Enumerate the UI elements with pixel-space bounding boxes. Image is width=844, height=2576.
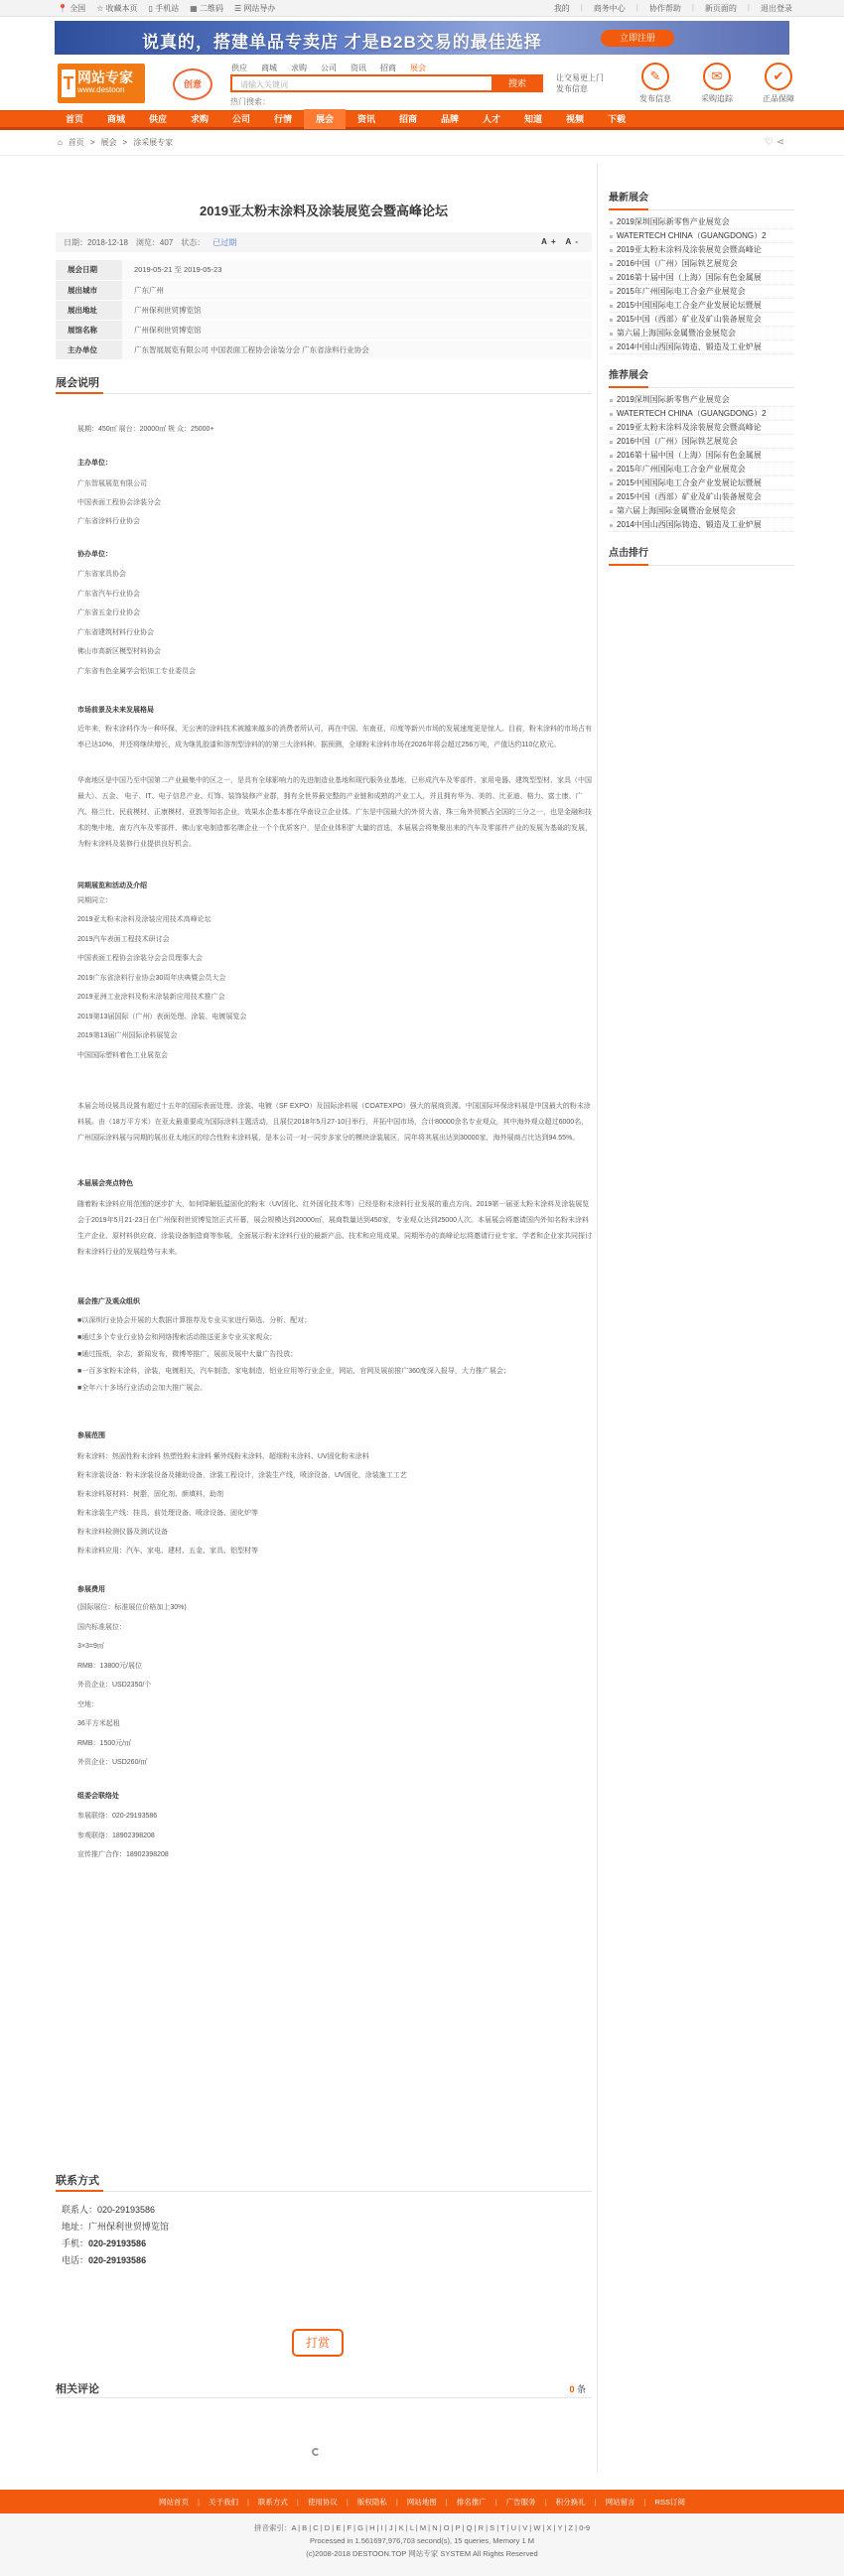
site-logo[interactable] <box>58 64 145 103</box>
sidebar-heading-latest: 最新展会 <box>609 189 794 210</box>
banner-text: 说真的，搭建单品专卖店 才是B2B交易的最佳选择 <box>142 33 542 52</box>
search-tab-supply[interactable]: 供应 <box>231 64 247 72</box>
table-row: 展会日期 2019-05-21 至 2019-05-23 <box>56 260 592 280</box>
guarantee-button[interactable]: ✔ 正品保障 <box>759 63 798 104</box>
latest-expo-list <box>609 215 794 354</box>
mobile-link[interactable]: ▯ 手机站 <box>148 3 180 13</box>
nav-jobs[interactable]: 人才 <box>482 114 500 124</box>
qrcode-link[interactable]: ▦ 二维码 <box>190 3 223 13</box>
list-item[interactable]: 第六届上海国际金属暨冶金展览会 <box>609 327 794 340</box>
search-input[interactable] <box>230 74 493 92</box>
contact-phone: 电话：020-29193586 <box>62 2255 147 2265</box>
register-button[interactable]: 立即注册 <box>601 30 674 47</box>
search-placeholder: 请输入关键词 <box>240 80 288 89</box>
nav-company[interactable]: 公司 <box>231 114 250 124</box>
list-item[interactable]: 2015中国（西部）矿业及矿山装备展览会 <box>609 313 794 327</box>
footer-link[interactable]: 联系方式 <box>257 2497 288 2507</box>
activities-heading: 同期展览和活动及介绍 <box>77 881 147 889</box>
breadcrumb-category[interactable]: 涂采展专家 <box>133 138 174 147</box>
sponsor-heading: 主办单位： <box>77 460 112 467</box>
co-organizer-heading: 协办单位： <box>77 550 112 558</box>
top-bar <box>0 0 844 17</box>
mail-icon: ✉ <box>703 63 731 90</box>
article-date: 日期：2018-12-18 <box>64 237 128 247</box>
footer-links: 网站首页 | 关于我们 | 联系方式 | 使用协议 | 版权隐私 | 网站地图 | 排名推广 | 广告服务 | 积分换礼 | 网站留言 | RSS订阅 <box>0 2490 844 2513</box>
search-tab-mall[interactable]: 商城 <box>261 64 277 72</box>
article-meta <box>56 232 592 252</box>
header-icons <box>635 63 798 104</box>
nav-brand[interactable]: 品牌 <box>440 114 459 124</box>
list-item[interactable]: 2016中国（广州）国际铁艺展览会 <box>609 257 794 271</box>
font-size-toggle[interactable]: A+ A- <box>541 237 582 246</box>
footer-link[interactable]: 广告服务 <box>505 2497 536 2507</box>
section-heading-description: 展会说明 <box>56 374 592 394</box>
list-item[interactable]: 2014中国山西国际铸造、锻造及工业炉展 <box>609 340 794 354</box>
nav-news[interactable]: 资讯 <box>356 114 375 124</box>
scale-text: 展期：450㎡ 展台：20000㎡ 规 众：25000+ <box>77 425 214 433</box>
search-tab-invest[interactable]: 招商 <box>380 64 396 72</box>
letter-index[interactable]: 拼音索引：A | B | C | D | E | F | G | H | I | J | K | L | M | N | O | P | Q | R | S | T | U | V | W | X | Y | Z | 0-9 <box>253 2523 591 2532</box>
list-item[interactable]: 2019深圳国际新零售产业展览会 <box>609 215 794 229</box>
logo-subtitle: www.destoon <box>77 85 125 94</box>
list-item[interactable]: 2015中国（西部）矿业及矿山装备展览会 <box>609 490 794 504</box>
list-item[interactable]: 2019亚太粉末涂料及涂装展览会暨高峰论 <box>609 421 794 435</box>
search-tab-buy[interactable]: 求购 <box>291 64 307 72</box>
breadcrumb-expo[interactable]: 展会 <box>100 138 117 147</box>
list-item[interactable]: 2019亚太粉末涂料及涂装展览会暨高峰论 <box>609 243 794 257</box>
region-link[interactable]: 📍 全国 <box>58 3 86 13</box>
table-row: 展出地址 广州保利世贸博览馆 <box>56 300 592 320</box>
list-item[interactable]: WATERTECH CHINA（GUANGDONG）2 <box>609 407 794 421</box>
processed-info: Processed in 1.561697,976,703 second(s), 15 queries, Memory 1 M <box>310 2536 534 2545</box>
search-tab-company[interactable]: 公司 <box>321 64 337 72</box>
reward-button[interactable]: 打赏 <box>292 2329 344 2357</box>
footer-link[interactable]: 使用协议 <box>307 2497 338 2507</box>
nav-download[interactable]: 下载 <box>607 114 626 124</box>
list-item[interactable]: 2015年广州国际电工合金产业展览会 <box>609 285 794 299</box>
list-item[interactable]: WATERTECH CHINA（GUANGDONG）2 <box>609 229 794 243</box>
nav-buy[interactable]: 求购 <box>190 114 209 124</box>
footer-link[interactable]: 排名推广 <box>456 2497 487 2507</box>
logo-title: 网站专家 <box>77 69 133 85</box>
footer-link[interactable]: 关于我们 <box>208 2497 238 2507</box>
nav-invest[interactable]: 招商 <box>398 114 417 124</box>
recommended-expo-list <box>609 393 794 532</box>
business-center-link[interactable]: 商务中心 <box>593 3 626 13</box>
main-content <box>56 174 592 1865</box>
article-views: 浏览：407 <box>135 237 174 247</box>
market-paragraph-2: 华南地区是中国乃至中国第二产业最集中的区之一，是具有全球影响力的先进制造业基地和现代服务业基地，已形成汽车及零部件、家用电器、建筑型型材、家具（中国最大）、五金、 电子、IT、电子信息产业、灯饰、装饰装修产业群，拥有全世界最完整的产业链和成熟的产业工人，并且拥有华为、美的、比亚迪、格力、富士康、广汽、格兰仕、民前模材、正康模材、亚敦等知名企业，效果水企基本都在华南设立企业体。广东是中国最大的外贸大省，珠三角外贸额占全国的三分之一，也是金融和技术的集中地，南方汽车及零部件、佛山家电制造都名牌企业一个个优质客户，是企业体积扩大量的首选，本届展会将集聚出来的汽车及零部件产业的发展为基础的发展，为粉末涂料及装修行业提供良好机会。 <box>77 776 592 848</box>
contact-person: 联系人：020-29193586 <box>62 2205 156 2215</box>
list-item[interactable]: 2016第十届中国（上海）国际有色金属展 <box>609 449 794 463</box>
list-item[interactable]: 2016第十届中国（上海）国际有色金属展 <box>609 271 794 285</box>
scope-heading: 参展范围 <box>77 1432 105 1439</box>
loading-spinner-icon <box>312 2448 320 2456</box>
list-item[interactable]: 2016中国（广州）国际铁艺展览会 <box>609 435 794 449</box>
breadcrumb: ⌂ 首页 > 展会 > 涂采展专家 ♡ ⋖ <box>0 130 844 156</box>
table-row: 主办单位 广东智展展览有限公司 中国表面工程协会涂装分会 广东省涂料行业协会 <box>56 339 592 359</box>
copyright: (c)2008-2018 DESTOON.TOP 网站专家 SYSTEM All Rights Reserved <box>306 2549 538 2558</box>
top-bar-left <box>58 3 275 14</box>
top-banner-ad[interactable] <box>55 21 789 55</box>
favorite-share-icon[interactable]: ♡ ⋖ <box>764 137 784 148</box>
footer-link[interactable]: 网站首页 <box>159 2497 190 2507</box>
nav-video[interactable]: 视频 <box>565 114 584 124</box>
footer-link[interactable]: 网站留言 <box>605 2497 635 2507</box>
table-row: 展出城市 广东广州 <box>56 280 592 300</box>
expo-info-table <box>56 260 592 360</box>
logout-link[interactable]: 退出登录 <box>761 3 792 13</box>
search-tabs <box>231 63 426 73</box>
nav-expo[interactable]: 展会 <box>304 109 346 129</box>
table-row: 展馆名称 广州保利世贸博览馆 <box>56 320 592 339</box>
nav-know[interactable]: 知道 <box>523 114 542 124</box>
nav-home[interactable]: 首页 <box>65 114 83 124</box>
bookmark-link[interactable]: ☆ 收藏本页 <box>96 3 138 13</box>
page-title: 2019亚太粉末涂料及涂装展览会暨高峰论坛 <box>200 203 448 218</box>
status-badge: 已过期 <box>212 237 237 247</box>
footer-link[interactable]: 版权隐私 <box>356 2497 387 2507</box>
pencil-icon: ✎ <box>641 63 669 90</box>
hot-searches: 热门搜索： <box>230 97 270 106</box>
list-item[interactable]: 2015年广州国际电工合金产业展览会 <box>609 463 794 476</box>
features-paragraph: 随着粉末涂料应用范围的逐步扩大，如何降解低温固化的粉末（UV固化、红外固化技术等）已经是粉末涂料行业发展的重点方向。2019第一届亚太粉末涂料及涂装展览会于2019年5月21-23日在广州保利世贸博览馆正式开幕，展会规模达到20000㎡，展商数量达到450家，专业观众达到25000人次。本届展会将邀请国内外知名粉末涂料生产企业、原材料供应商、涂装设备制造商等参展，全面展示粉末涂料行业的最新产品、技术和应用成果。同期举办的高峰论坛将邀请行业专家、学者和企业家共同探讨粉末涂料行业的发展趋势与未来。 <box>77 1200 592 1256</box>
publish-promo[interactable]: 让交易更上门 发布信息 <box>556 73 604 93</box>
home-icon: ⌂ <box>58 138 63 147</box>
search-button[interactable]: 搜索 <box>492 74 543 92</box>
market-heading: 市场前景及未来发展格局 <box>77 707 154 714</box>
footer-link[interactable]: RSS订阅 <box>654 2497 685 2507</box>
footer-link[interactable]: 网站地图 <box>406 2497 437 2507</box>
article-status: 状态： <box>181 237 206 247</box>
promotion-heading: 展会推广及观众组织 <box>77 1297 140 1305</box>
features-heading: 本届展会亮点特色 <box>77 1180 133 1187</box>
comments-heading: 相关评论 0 条 <box>56 2380 592 2398</box>
comment-count: 0 条 <box>569 2384 586 2394</box>
contact-details <box>56 2202 592 2269</box>
contact-address: 地址：广州保利世贸博览馆 <box>62 2222 170 2232</box>
logo-icon: T <box>62 69 75 97</box>
list-item[interactable]: 2019深圳国际新零售产业展览会 <box>609 393 794 407</box>
nav-mall[interactable]: 商城 <box>106 114 125 124</box>
search-tab-expo[interactable]: 展会 <box>410 64 426 72</box>
check-icon: ✔ <box>765 63 792 90</box>
list-item[interactable]: 2014中国山西国际铸造、锻造及工业炉展 <box>609 518 794 532</box>
site-guide-link[interactable]: ☰ 网站导办 <box>234 3 276 13</box>
sidebar-heading-recommended: 推荐展会 <box>609 366 794 388</box>
market-paragraph-1: 近年来，粉末涂料作为一种环保、无公害的涂料技术被越来越多的消费者所认可，再在中国、东南亚、印度等新兴市场的发展速度更是惊人。目前，粉末涂料的市场占有率已达10%，并还将继续增长，成为继乳胶漆和溶剂型涂料的的第三大涂料种。据预测，全球粉末涂料市场在2026年将会超过256万吨，产值达约110亿欧元。 <box>77 725 592 748</box>
sidebar <box>609 189 794 566</box>
list-item[interactable]: 第六届上海国际金属暨冶金展览会 <box>609 504 794 518</box>
article-body: 展期：450㎡ 展台：20000㎡ 规 众：25000+ 主办单位： 广东智展展览有限公司 中国表面工程协会涂装分会 广东省涂料行业协会 协办单位： 广东省家具协会 广东省汽车行业协会 广东省五金行业协会 广东省建筑材料行业协会 佛山市高新区模型材料协会 广东省有色金属学会铝加工专业委员会 市场前景及未来发展格局 近年来，粉末涂料作为一种环保、无公害的涂料技术被越来越多的消费者所认可，再在中国、东南亚、印度等新兴市场的发展速度更是惊人。目前，粉末涂料的市场占有率已达10%，并还将继续增长，成为继乳胶漆和溶剂型涂料的的第三大涂料种。据预测，全球粉末涂料市场在2026年将会超过256万吨，产值达约110亿欧元。 华南地区是中国乃至中国第二产业最集中的区之一，是具有全球影响力的先进制造业基地和现代服务业基地，已形成汽车及零部件、家用电器、建筑型型材、家具（中国最大）、五金、 电子、IT、电子信息产业、灯饰、装饰装修产业群，拥有全世界最完整的产业链和成熟的产业工人，并且拥有华为、美的、比亚迪、格力、富士康、广汽、格兰仕、民前模材、正康模材、亚敦等知名企业，效果水企基本都在华南设立企业体。广东是中国最大的外贸大省，珠三角外贸额占全国的三分之一，也是金融和技术的集中地，南方汽车及零部件、佛山家电制造都名牌企业一个个优质客户，是企业体积扩大量的首选，本届展会将集聚出来的汽车及零部件产业的发展为基础的发展，为粉末涂料及装修行业提供良好机会。 同期展览和活动及介绍 同期同立： 2019亚太粉末涂料及涂装应用技术高峰论坛 2019汽车表面工程技术研讨会 中国表面工程协会涂装分会会员理事大会 2019广东省涂料行业协会30周年庆典暨会员大会 2019亚洲工业涂料及粉末涂装新应用技术推广会 2019第13届国际（广州）表面处理、涂装、电镀展览会 2019第13届广州国际涂料展览会 中国国际塑料着色工业展览会 本届会场设展具设置有超过十五年的国际表面处理、涂装、电镀（SF EXPO）及国际涂料展（COATEXPO）强大的展商资源。中国国际环保涂料展是中国最大的粉末涂料展。由（18万平方米）在亚太最重要成为国际涂料主题活动，且展位2018年5月27-10日举行，开拓中国市场，合计80000余名专业观众，其中海外观众超过6000名，广州国际涂料展与同期的展出亚太地区的综合性粉末涂料展，是本公司一对一同步多家分的模块涂装展区，同年将其展出达到30000家，海外展商占比达到94.55%。 本届展会亮点特色 随着粉末涂料应用范围的逐步扩大，如何降解低温固化的粉末（UV固化、红外固化技术等）已经是粉末涂料行业发展的重点方向。2019第一届亚太粉末涂料及涂装展览会于2019年5月21-23日在广州保利世贸博览馆正式开幕，展会规模达到20000㎡，展商数量达到450家，专业观众达到25000人次。本届展会将邀请国内外知名粉末涂料生产企业、原材料供应商、涂装设备制造商等参展，全面展示粉末涂料行业的最新产品、技术和应用成果。同期举办的高峰论坛将邀请行业专家、学者和企业家共同探讨粉末涂料行业的发展趋势与未来。 展会推广及观众组织 ■以深圳行业协会开展的大数据计算推荐及专业买家进行筛选、分析、配对； ■通过多个专业行业协会和网络搜索活动推送更多专业买家观众； ■通过报纸，杂志，新闻发布，微博等推广，展前及展中大量广告投放； ■一百多家粉末涂料，涂装，电镀相关，汽车制造，家电制造，铝业应用等行业企业，网站，官网及展前推广360度深入报导，大力推广展会； ■全年六十多场行业活动会加大推广展会。 参展范围 粉末涂料：热固性粉末涂料 热塑性粉末涂料 紫外线粉末涂料、超细粉末涂料、UV固化粉末涂料 粉末涂装设备：粉末涂装设备及辅助设备，涂装工程设计，涂装生产线，喷涂设备，UV固化，涂装施工工艺 粉末涂料原材料：树脂，固化剂、颜填料，助剂 粉末涂装生产线：挂具、前处理设备、喷涂设备、固化炉等 粉末涂料检测仪器及测试设备 粉末涂料应用：汽车、家电、建材、五金、家具、铝型材等 参展费用 (国际展位：标准展位价格加上30%) 国内标准展位： 3×3=9㎡ RMB：13800元/展位 外资企业：USD2350/个 空地： 36平方米起租 RMB：1500元/㎡ 外资企业：USD260/㎡ 组委会联络处 参展联络：020-29193586 参观联络：18902398208 宣传推广合作：18902398208 <box>77 425 592 1858</box>
breadcrumb-home[interactable]: 首页 <box>68 138 84 147</box>
publish-info-button[interactable]: ✎ 发布信息 <box>635 63 675 104</box>
fee-heading: 参展费用 <box>77 1585 105 1593</box>
help-link[interactable]: 协作帮助 <box>648 3 681 13</box>
new-page-link[interactable]: 新页面的 <box>704 3 737 13</box>
main-nav <box>0 110 844 130</box>
contact-section <box>56 2172 592 2395</box>
column-divider <box>597 164 598 2472</box>
list-item[interactable]: 2015中国国际电工合金产业发展论坛暨展 <box>609 299 794 313</box>
my-link[interactable]: 我的 <box>553 3 570 13</box>
contact-office-heading: 组委会联络处 <box>77 1792 119 1800</box>
top-bar-right: 我的 | 商务中心 | 协作帮助 | 新页面的 | 退出登录 <box>553 2 792 13</box>
header <box>0 55 844 110</box>
partner-logo: 创意 <box>173 68 212 100</box>
nav-supply[interactable]: 供应 <box>148 114 167 124</box>
footer-link[interactable]: 积分换礼 <box>555 2497 586 2507</box>
nav-quote[interactable]: 行情 <box>273 114 292 124</box>
search-tab-news[interactable]: 资讯 <box>351 64 366 72</box>
purchase-track-button[interactable]: ✉ 采购追踪 <box>697 63 737 104</box>
list-item[interactable]: 2015中国国际电工合金产业发展论坛暨展 <box>609 476 794 490</box>
intro-paragraph: 本届会场设展具设置有超过十五年的国际表面处理、涂装、电镀（SF EXPO）及国际涂料展（COATEXPO）强大的展商资源。中国国际环保涂料展是中国最大的粉末涂料展。由（18万平方米）在亚太最重要成为国际涂料主题活动，且展位2018年5月27-10日举行，开拓中国市场，合计80000余名专业观众，其中海外观众超过6000名，广州国际涂料展与同期的展出亚太地区的综合性粉末涂料展，是本公司一对一同步多家分的模块涂装展区，同年将其展出达到30000家，海外展商占比达到94.55%。 <box>77 1103 591 1142</box>
contact-mobile: 手机：020-29193586 <box>62 2238 147 2248</box>
sidebar-heading-ranking: 点击排行 <box>609 544 794 566</box>
section-heading-contact: 联系方式 <box>56 2172 592 2192</box>
footer-bottom <box>0 2513 844 2576</box>
